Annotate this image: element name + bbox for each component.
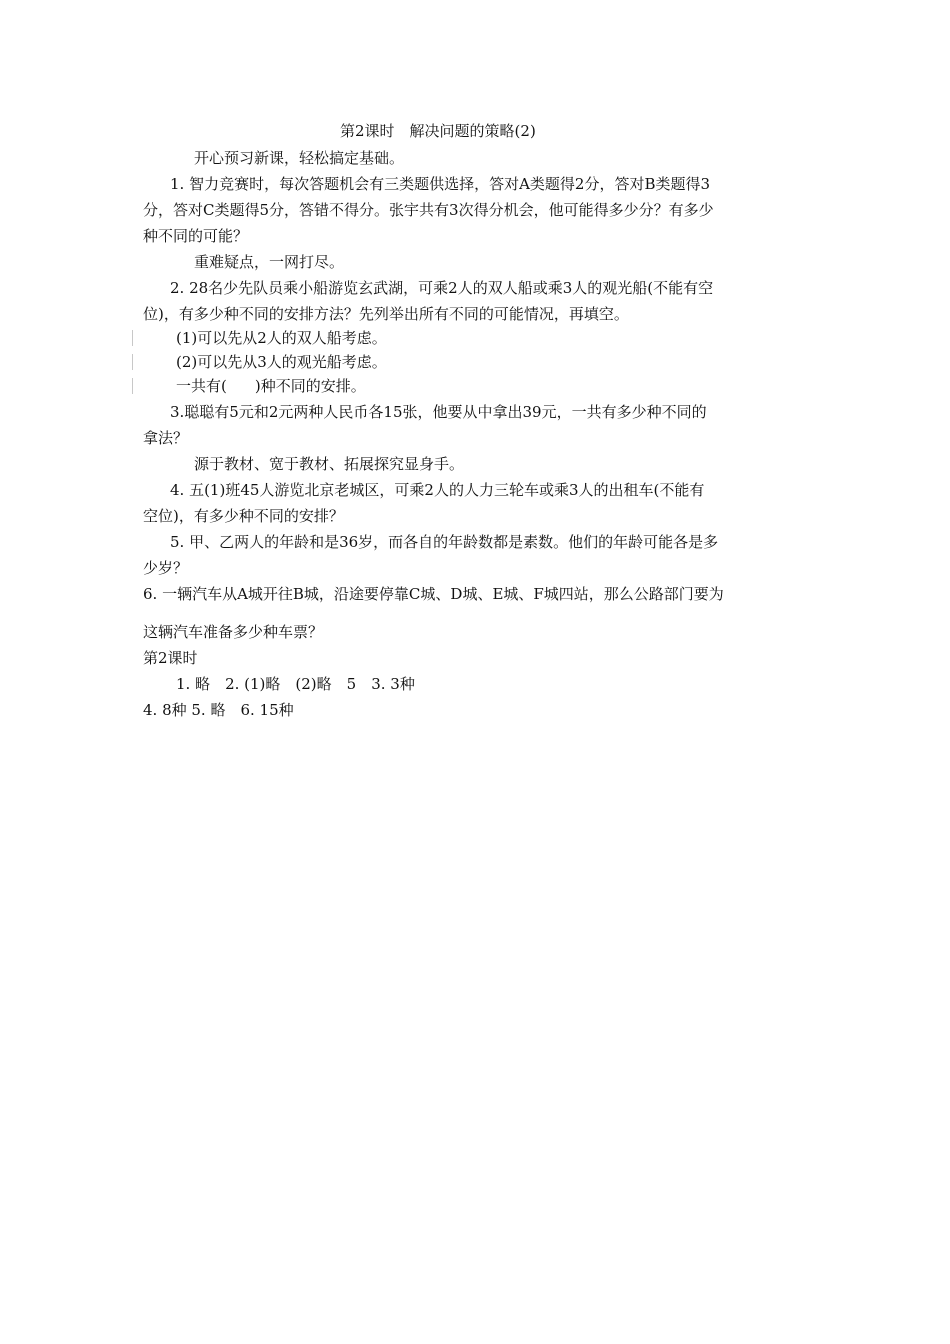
question-2-total-suffix: )种不同的安排。: [254, 377, 366, 395]
section-heading-difficult: 重难疑点，一网打尽。: [194, 253, 345, 271]
question-2-total: [176, 376, 366, 396]
question-5-line-2: 少岁？: [143, 559, 189, 577]
question-4-line-2: 空位)，有多少种不同的安排？: [143, 507, 344, 525]
question-1-line-2: 分，答对C类题得5分，答错不得分。张宇共有3次得分机会，他可能得多少分？有多少: [143, 201, 714, 219]
question-6-line-1: 6. 一辆汽车从A城开往B城，沿途要停靠C城、D城、E城、F城四站，那么公路部门要为: [143, 585, 724, 603]
margin-mark: [132, 354, 133, 370]
question-2-line-2: 位)，有多少种不同的安排方法？先列举出所有不同的可能情况，再填空。: [143, 305, 629, 323]
question-3-line-2: 拿法？: [143, 429, 189, 447]
answers-heading: 第2课时: [143, 649, 198, 667]
question-1-text-1: 1. 智力竞赛时，每次答题机会有三类题供选择，答对A类题得2分，答对B类题得3: [170, 175, 711, 193]
question-5-line-1: 5. 甲、乙两人的年龄和是36岁，而各自的年龄数都是素数。他们的年龄可能各是多: [170, 533, 719, 551]
answers-line-2: 4. 8种 5. 略 6. 15种: [143, 701, 294, 719]
section-heading-extend: 源于教材、宽于教材、拓展探究显身手。: [194, 455, 465, 473]
margin-mark: [132, 378, 133, 394]
question-2-line-1: 2. 28名少先队员乘小船游览玄武湖，可乘2人的双人船或乘3人的观光船(不能有空: [170, 279, 714, 297]
question-2-sub-2: (2)可以先从3人的观光船考虑。: [176, 353, 387, 371]
question-2-sub-1: (1)可以先从2人的双人船考虑。: [176, 329, 387, 347]
page-title: 第2课时 解决问题的策略(2): [340, 122, 536, 140]
answers-line-1: 1. 略 2. (1)略 (2)略 5 3. 3种: [176, 675, 415, 693]
question-1-line-3: 种不同的可能？: [143, 227, 249, 245]
margin-mark: [132, 330, 133, 346]
question-1-line-1: [170, 174, 805, 194]
section-heading-preview: 开心预习新课，轻松搞定基础。: [194, 149, 405, 167]
question-2-total-prefix: 一共有(: [176, 377, 227, 395]
question-4-line-1: 4. 五(1)班45人游览北京老城区，可乘2人的人力三轮车或乘3人的出租车(不能有: [170, 481, 705, 499]
question-3-line-1: 3.聪聪有5元和2元两种人民币各15张，他要从中拿出39元，一共有多少种不同的: [170, 403, 707, 421]
question-6-line-2: 这辆汽车准备多少种车票？: [143, 623, 324, 641]
